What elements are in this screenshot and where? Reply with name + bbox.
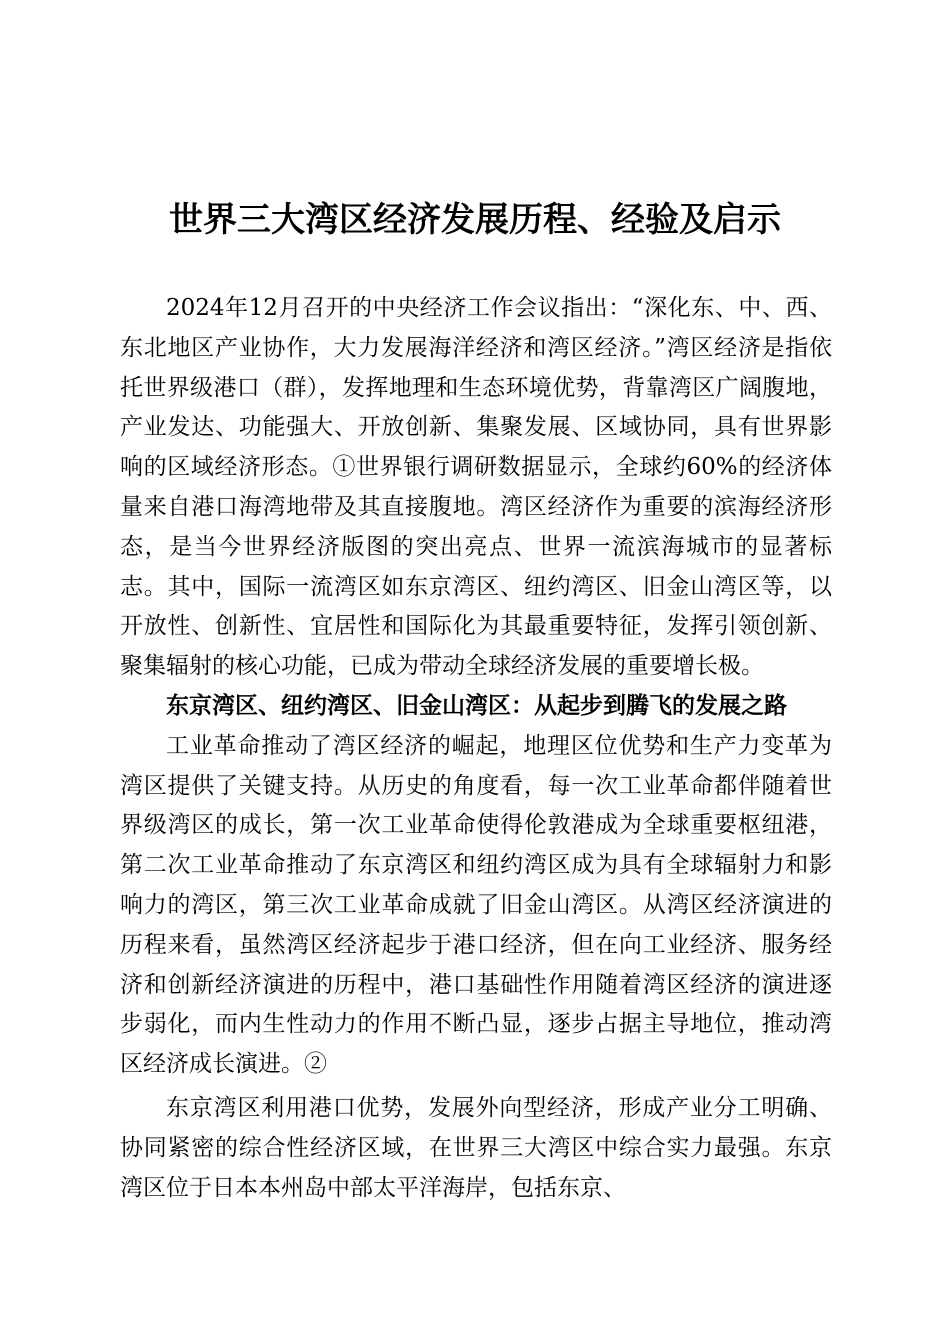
document-title: 世界三大湾区经济发展历程、经验及启示 xyxy=(169,200,781,240)
document-body xyxy=(120,289,832,1208)
section-paragraph-2: 东京湾区利用港口优势，发展外向型经济，形成产业分工明确、协同紧密的综合性经济区域，在世界三大湾区中综合实力最强。东京湾区位于日本本州岛中部太平洋海岸，包括东京、 xyxy=(120,1094,832,1201)
section-paragraph-1: 工业革命推动了湾区经济的崛起，地理区位优势和生产力变革为湾区提供了关键支持。从历史的角度看，每一次工业革命都伴随着世界级湾区的成长，第一次工业革命使得伦敦港成为全球重要枢纽港，第二次工业革命推动了东京湾区和纽约湾区成为具有全球辐射力和影响力的湾区，第三次工业革命成就了旧金山湾区。从湾区经济演进的历程来看，虽然湾区经济起步于港口经济，但在向工业经济、服务经济和创新经济演进的历程中，港口基础性作用随着湾区经济的演进逐步弱化，而内生性动力的作用不断凸显，逐步占据主导地位，推动湾区经济成长演进。② xyxy=(120,732,832,1078)
intro-paragraph: 2024年12月召开的中央经济工作会议指出：“深化东、中、西、东北地区产业协作，大力发展海洋经济和湾区经济。”湾区经济是指依托世界级港口（群），发挥地理和生态环境优势，背靠湾区广阔腹地，产业发达、功能强大、开放创新、集聚发展、区域协同，具有世界影响的区域经济形态。①世界银行调研数据显示，全球约60%的经济体量来自港口海湾地带及其直接腹地。湾区经济作为重要的滨海经济形态，是当今世界经济版图的突出亮点、世界一流滨海城市的显著标志。其中，国际一流湾区如东京湾区、纽约湾区、旧金山湾区等，以开放性、创新性、宜居性和国际化为其最重要特征，发挥引领创新、聚集辐射的核心功能，已成为带动全球经济发展的重要增长极。 xyxy=(120,295,832,680)
section-heading: 东京湾区、纽约湾区、旧金山湾区：从起步到腾飞的发展之路 xyxy=(166,692,787,719)
